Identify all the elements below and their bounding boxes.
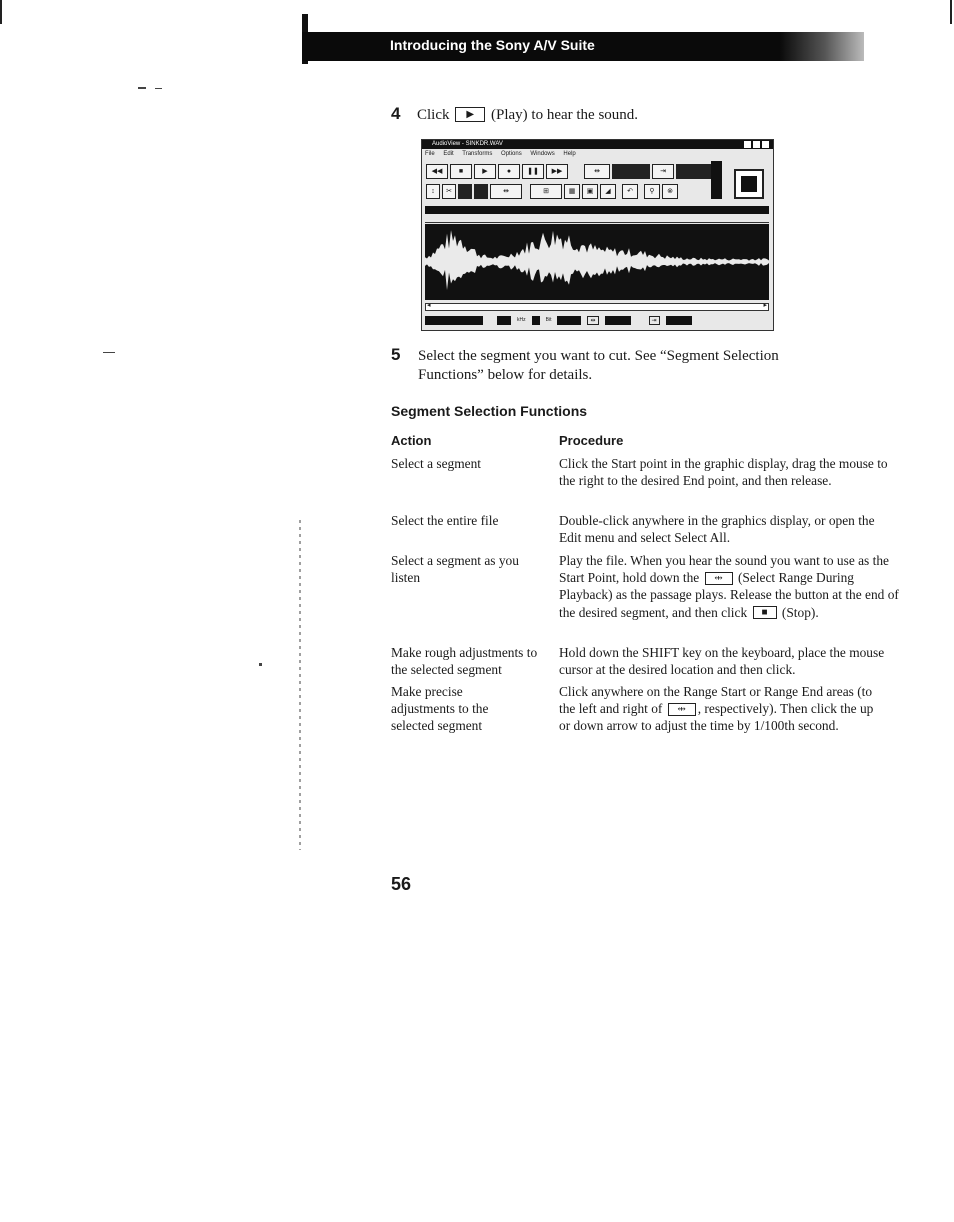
zoom-icon: ⚲ xyxy=(644,184,660,199)
range-during-playback-button-illustration xyxy=(705,572,733,585)
position-display xyxy=(676,164,714,179)
zoom-out-icon: ⊗ xyxy=(662,184,678,199)
table-cell-action: Select a segment xyxy=(391,456,481,471)
play-icon: ▶ xyxy=(466,109,475,121)
menu-edit: Edit xyxy=(443,151,454,157)
scan-speck xyxy=(155,88,162,89)
scan-speck xyxy=(259,663,262,666)
menu-windows: Windows xyxy=(530,151,555,157)
table-cell-action: Make precise adjustments to the selected segment xyxy=(391,684,489,734)
app-menu-bar xyxy=(422,149,773,159)
step-text: Select the segment you want to cut. See “Segment Selection Functions” below for details. xyxy=(418,348,779,383)
loop-icon: ⇥ xyxy=(652,164,674,179)
menu-options: Options xyxy=(501,151,522,157)
stop-button-illustration xyxy=(753,606,777,619)
status-end-icon: ⇥ xyxy=(649,316,660,325)
level-icon: ▣ xyxy=(582,184,598,199)
marker-icon: ↕ xyxy=(426,184,440,199)
scroll-left-arrow-icon: ◂ xyxy=(427,302,431,309)
page-number: 56 xyxy=(391,874,412,894)
step-text xyxy=(417,106,837,125)
table-cell-action: Select the entire file xyxy=(391,513,499,528)
section-heading: Segment Selection Functions xyxy=(391,403,588,419)
status-khz-label: kHz xyxy=(517,317,526,323)
minimize-icon xyxy=(744,141,751,148)
menu-file: File xyxy=(425,151,435,157)
record-indicator-icon xyxy=(734,169,764,199)
waveform-display xyxy=(425,224,769,300)
procedure-text: Play the file. When you hear the sound you want to use as the Start Point, hold down the xyxy=(559,553,889,586)
range-icon: ⇹ xyxy=(714,572,723,584)
waveform-graphic xyxy=(425,224,769,300)
zoom-range-icon: ⊞ xyxy=(530,184,562,199)
status-field-range xyxy=(605,316,631,325)
page-header-title: Introducing the Sony A/V Suite xyxy=(390,37,595,53)
maximize-icon xyxy=(753,141,760,148)
app-title-bar xyxy=(422,140,773,149)
column-header-action: Action xyxy=(391,433,432,448)
transport-toolbar xyxy=(426,164,714,178)
play-icon: ▶ xyxy=(474,164,496,179)
table-cell-procedure: Double-click anywhere in the graphics display, or open the Edit menu and select Select All. xyxy=(559,513,875,546)
close-icon xyxy=(762,141,769,148)
app-title: AudioView - SINKDR.WAV xyxy=(432,141,503,147)
table-cell-action: Select a segment as you listen xyxy=(391,553,519,586)
level-meter xyxy=(711,161,722,199)
status-field-time xyxy=(425,316,483,325)
procedure-text: , respectively). Then click the up or down arrow to adjust the time by 1/100th second. xyxy=(559,701,874,734)
rewind-icon: ◀◀ xyxy=(426,164,448,179)
scan-speck xyxy=(138,87,146,89)
range-icon: ⇹ xyxy=(677,703,686,715)
mix-icon: ⇹ xyxy=(490,184,522,199)
stop-icon: ■ xyxy=(450,164,472,179)
horizontal-scrollbar xyxy=(425,303,769,311)
table-cell-procedure xyxy=(559,552,899,621)
paste-icon xyxy=(474,184,488,199)
menu-transforms: Transforms xyxy=(462,151,493,157)
range-button-illustration xyxy=(668,703,696,716)
status-bit-label: Bit xyxy=(545,317,552,323)
status-field-rate xyxy=(497,316,511,325)
column-header-procedure: Procedure xyxy=(559,433,624,448)
step-text-prefix: Click xyxy=(417,107,450,123)
edit-toolbar xyxy=(426,184,678,198)
procedure-text: (Select Range During Playback) as the passage plays. Release the button at the end of the desired segment, and then click xyxy=(559,570,899,620)
procedure-text: Click anywhere on the Range Start or Range End areas (to the left and right of xyxy=(559,684,873,717)
stop-icon: ■ xyxy=(761,607,768,619)
status-bar xyxy=(425,315,769,325)
overview-bar xyxy=(425,206,769,214)
status-field-channels xyxy=(557,316,581,325)
scroll-right-arrow-icon: ▸ xyxy=(763,302,767,309)
fade-icon: ◢ xyxy=(600,184,616,199)
range-display xyxy=(612,164,650,179)
cut-icon: ✂ xyxy=(442,184,456,199)
status-range-icon: ⇹ xyxy=(587,316,598,325)
range-playback-icon: ⇹ xyxy=(584,164,610,179)
step-text-suffix: (Play) to hear the sound. xyxy=(491,107,639,123)
play-button-illustration xyxy=(455,107,485,122)
table-cell-procedure xyxy=(559,683,879,735)
step-number: 4 xyxy=(391,104,401,123)
table-cell-action: Make rough adjustments to the selected segment xyxy=(391,645,538,678)
record-icon: ● xyxy=(498,164,520,179)
audioview-screenshot xyxy=(421,139,774,331)
status-field-bits xyxy=(532,316,540,325)
time-ruler xyxy=(425,216,769,223)
copy-icon xyxy=(458,184,472,199)
page-edge-mark-left xyxy=(0,0,2,24)
page-gutter-shadow xyxy=(299,520,301,850)
menu-help: Help xyxy=(563,151,576,157)
step-number: 5 xyxy=(391,345,401,364)
status-field-end xyxy=(666,316,692,325)
table-cell-procedure: Hold down the SHIFT key on the keyboard, place the mouse cursor at the desired location and then click. xyxy=(559,645,885,678)
page-edge-mark-right xyxy=(950,0,952,24)
table-cell-procedure: Click the Start point in the graphic display, drag the mouse to the right to the desired End point, and then release. xyxy=(559,456,888,489)
pause-icon: ❚❚ xyxy=(522,164,544,179)
grid-icon: ▦ xyxy=(564,184,580,199)
undo-icon: ↶ xyxy=(622,184,638,199)
fast-forward-icon: ▶▶ xyxy=(546,164,568,179)
scan-speck xyxy=(103,352,115,353)
procedure-text: (Stop). xyxy=(781,604,819,620)
